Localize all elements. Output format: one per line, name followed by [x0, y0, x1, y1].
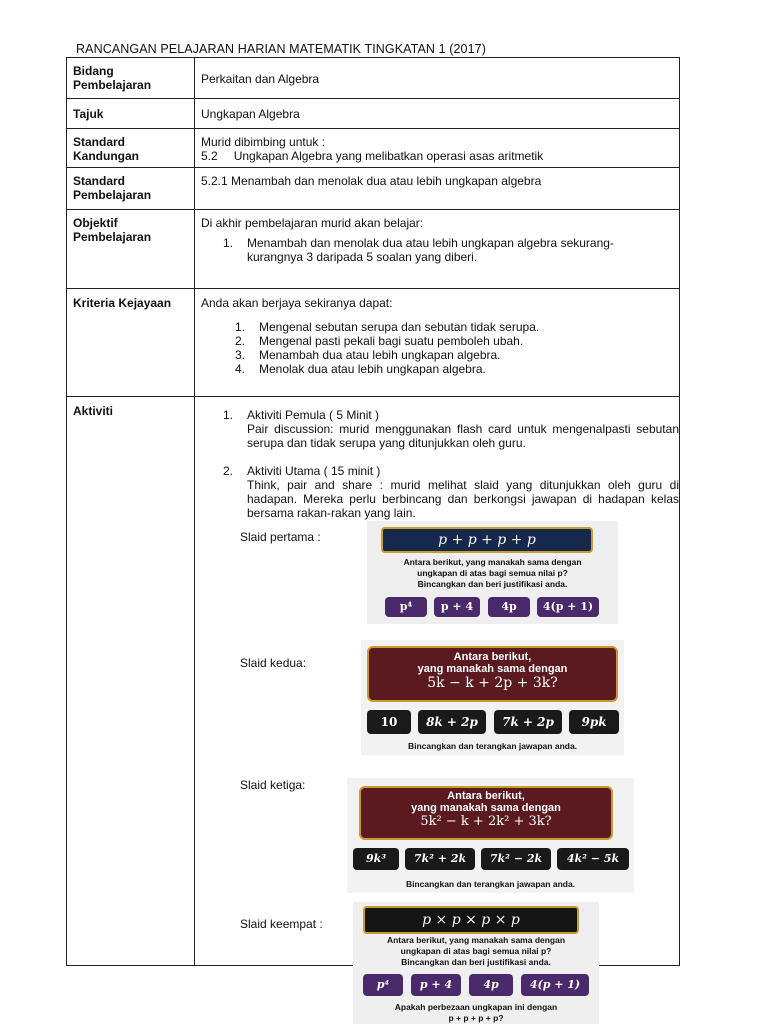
- slide-3-option: 7k² − 2k: [481, 848, 551, 870]
- slide-1-label: Slaid pertama :: [240, 530, 321, 544]
- row-standard-pembelajaran: [67, 168, 680, 210]
- slide-4-footer: Apakah perbezaan ungkapan ini dengan p + p + p + p?: [394, 1002, 558, 1023]
- label-tajuk: Tajuk: [67, 99, 195, 129]
- slide-1-expression: p + p + p + p: [381, 527, 593, 553]
- slide-1-question: Antara berikut, yang manakah sama dengan ungkapan di atas bagi semua nilai p? Bincangkan dan beri justifikasi anda.: [403, 557, 582, 589]
- slide-3-image: [347, 778, 634, 893]
- activity-1: 1. Aktiviti Pemula ( 5 Minit ) Pair discussion: murid menggunakan flash card untuk mengenalpasti sebutan serupa dan tidak serupa yang ditunjukkan oleh guru.: [223, 408, 679, 450]
- label-aktiviti: Aktiviti: [67, 397, 195, 966]
- slide-2-option: 7k + 2p: [494, 710, 562, 734]
- slide-1-image: [367, 521, 618, 624]
- list-item: 2. Mengenal pasti pekali bagi suatu pemboleh ubah.: [235, 334, 524, 348]
- slide-4-option: 4(p + 1): [521, 974, 589, 996]
- slide-3-footer: Bincangkan dan terangkan jawapan anda.: [405, 879, 576, 889]
- slide-2-footer: Bincangkan dan terangkan jawapan anda.: [407, 741, 578, 751]
- label-kriteria: Kriteria Kejayaan: [67, 289, 195, 397]
- label-objektif: Objektif Pembelajaran: [67, 210, 195, 289]
- slide-4-option: p + 4: [411, 974, 461, 996]
- slide-1-option: p⁴: [385, 597, 427, 617]
- row-bidang: [67, 58, 680, 99]
- slide-2-question: Antara berikut, yang manakah sama dengan 5k − k + 2p + 3k?: [367, 646, 618, 702]
- slide-4-expression: p × p × p × p: [363, 906, 579, 934]
- value-tajuk: Ungkapan Algebra: [195, 99, 680, 129]
- slide-3-question: Antara berikut, yang manakah sama dengan 5k² − k + 2k² + 3k?: [359, 786, 613, 840]
- slide-4-label: Slaid keempat :: [240, 917, 323, 931]
- list-item: 3. Menambah dua atau lebih ungkapan algebra.: [235, 348, 501, 362]
- slide-4-question: Antara berikut, yang manakah sama dengan ungkapan di atas bagi semua nilai p? Bincangkan dan beri justifikasi anda.: [386, 935, 566, 967]
- document-title: RANCANGAN PELAJARAN HARIAN MATEMATIK TINGKATAN 1 (2017): [76, 42, 486, 56]
- slide-3-option: 7k² + 2k: [405, 848, 475, 870]
- value-kriteria: Anda akan berjaya sekiranya dapat: 1. Mengenal sebutan serupa dan sebutan tidak serupa. 2. Mengenal pasti pekali bagi suatu pemboleh ubah. 3. Menambah dua atau lebih ungkapan algebra. 4. Menolak dua atau lebih ungkapan algebra.: [195, 289, 680, 397]
- slide-3-label: Slaid ketiga:: [240, 778, 306, 792]
- slide-1-option: 4(p + 1): [537, 597, 599, 617]
- label-standard-kandungan: Standard Kandungan: [67, 129, 195, 168]
- value-standard-kandungan: Murid dibimbing untuk : 5.2 Ungkapan Algebra yang melibatkan operasi asas aritmetik: [195, 129, 680, 168]
- value-bidang: Perkaitan dan Algebra: [195, 58, 680, 99]
- slide-2-image: [361, 640, 624, 755]
- slide-1-option: p + 4: [434, 597, 480, 617]
- slide-2-option: 10: [367, 710, 411, 734]
- value-objektif: Di akhir pembelajaran murid akan belajar: 1. Menambah dan menolak dua atau lebih ungkapan algebra sekurang- kurangnya 3 daripada 5 soalan yang diberi.: [195, 210, 680, 289]
- value-standard-pembelajaran: 5.2.1 Menambah dan menolak dua atau lebih ungkapan algebra: [195, 168, 680, 210]
- slide-4-option: p⁴: [363, 974, 403, 996]
- slide-1-option: 4p: [488, 597, 530, 617]
- row-kriteria: [67, 289, 680, 397]
- row-objektif: [67, 210, 680, 289]
- list-item: 4. Menolak dua atau lebih ungkapan algebra.: [235, 362, 486, 376]
- row-tajuk: [67, 99, 680, 129]
- slide-2-option: 8k + 2p: [418, 710, 486, 734]
- slide-2-option: 9pk: [569, 710, 619, 734]
- slide-2-label: Slaid kedua:: [240, 656, 307, 670]
- label-bidang: Bidang Pembelajaran: [67, 58, 195, 99]
- label-standard-pembelajaran: Standard Pembelajaran: [67, 168, 195, 210]
- criteria-list: [201, 320, 673, 376]
- slide-3-option: 4k² − 5k: [557, 848, 629, 870]
- slide-4-image: [353, 902, 599, 1024]
- slide-3-option: 9k³: [353, 848, 399, 870]
- row-standard-kandungan: [67, 129, 680, 168]
- slide-4-option: 4p: [469, 974, 513, 996]
- objective-item: 1. Menambah dan menolak dua atau lebih ungkapan algebra sekurang- kurangnya 3 daripada 5 soalan yang diberi.: [223, 236, 614, 264]
- list-item: 1. Mengenal sebutan serupa dan sebutan tidak serupa.: [235, 320, 540, 334]
- activity-2: 2. Aktiviti Utama ( 15 minit ) Think, pair and share : murid melihat slaid yang ditunjukkan oleh guru di hadapan. Mereka perlu berbincang dan berkongsi jawapan di hadapan kelas bersama rakan-rakan yang lain.: [223, 464, 679, 520]
